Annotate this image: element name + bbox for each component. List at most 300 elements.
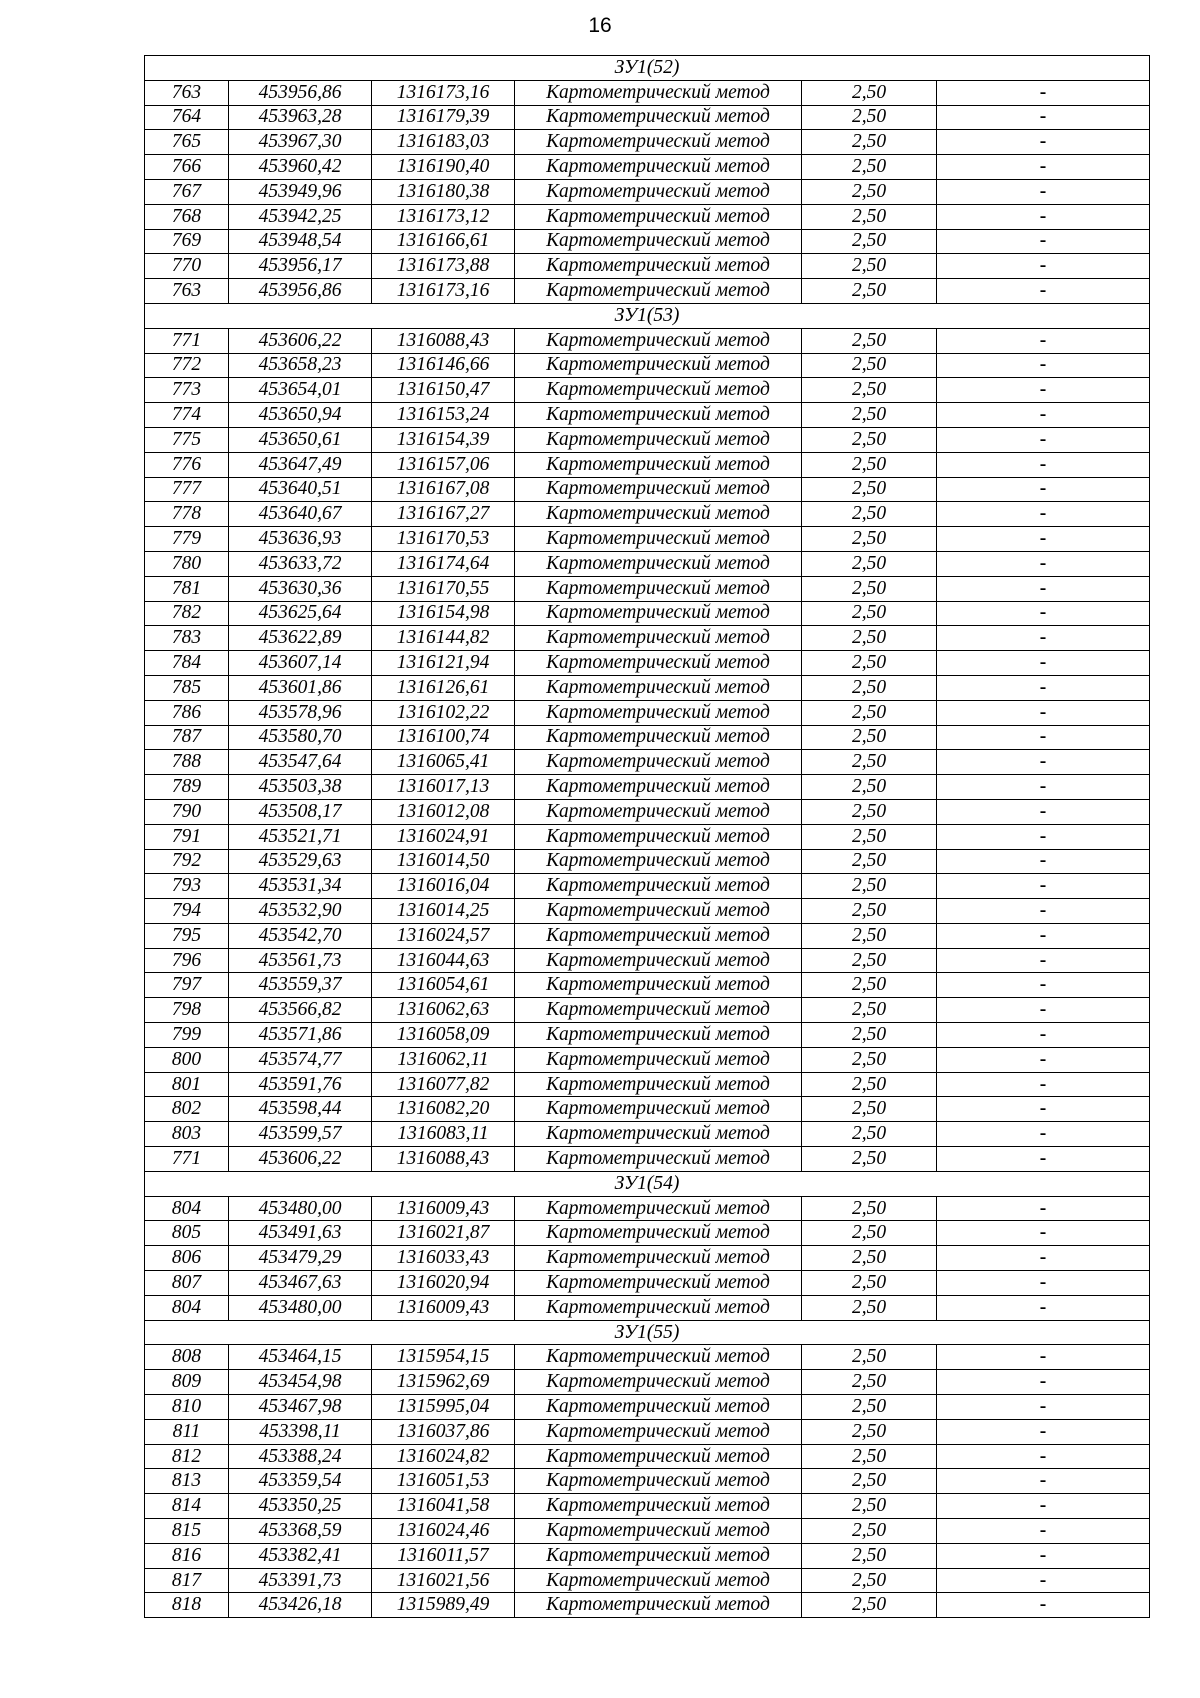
accuracy-cell: 2,50 bbox=[802, 948, 937, 973]
y-coordinate-cell: 1316153,24 bbox=[372, 403, 515, 428]
point-number-cell: 818 bbox=[145, 1593, 229, 1618]
x-coordinate-cell: 453359,54 bbox=[229, 1469, 372, 1494]
y-coordinate-cell: 1316017,13 bbox=[372, 775, 515, 800]
accuracy-cell: 2,50 bbox=[802, 1543, 937, 1568]
y-coordinate-cell: 1316167,08 bbox=[372, 477, 515, 502]
accuracy-cell: 2,50 bbox=[802, 403, 937, 428]
table-row bbox=[145, 973, 1150, 998]
method-cell: Картометрический метод bbox=[515, 1246, 802, 1271]
table-row bbox=[145, 1568, 1150, 1593]
y-coordinate-cell: 1316014,50 bbox=[372, 849, 515, 874]
point-number-cell: 809 bbox=[145, 1370, 229, 1395]
table-row bbox=[145, 527, 1150, 552]
table-row bbox=[145, 279, 1150, 304]
method-cell: Картометрический метод bbox=[515, 1147, 802, 1172]
y-coordinate-cell: 1315989,49 bbox=[372, 1593, 515, 1618]
table-row bbox=[145, 948, 1150, 973]
method-cell: Картометрический метод bbox=[515, 155, 802, 180]
method-cell: Картометрический метод bbox=[515, 849, 802, 874]
x-coordinate-cell: 453598,44 bbox=[229, 1097, 372, 1122]
y-coordinate-cell: 1316065,41 bbox=[372, 750, 515, 775]
accuracy-cell: 2,50 bbox=[802, 725, 937, 750]
method-cell: Картометрический метод bbox=[515, 279, 802, 304]
note-cell: - bbox=[937, 1271, 1150, 1296]
note-cell: - bbox=[937, 1395, 1150, 1420]
coordinates-table-body bbox=[145, 56, 1150, 1618]
note-cell: - bbox=[937, 1593, 1150, 1618]
table-row bbox=[145, 750, 1150, 775]
table-row bbox=[145, 502, 1150, 527]
table-row bbox=[145, 1419, 1150, 1444]
table-row bbox=[145, 353, 1150, 378]
x-coordinate-cell: 453382,41 bbox=[229, 1543, 372, 1568]
x-coordinate-cell: 453350,25 bbox=[229, 1494, 372, 1519]
point-number-cell: 789 bbox=[145, 775, 229, 800]
table-row bbox=[145, 452, 1150, 477]
point-number-cell: 814 bbox=[145, 1494, 229, 1519]
point-number-cell: 780 bbox=[145, 551, 229, 576]
y-coordinate-cell: 1316021,87 bbox=[372, 1221, 515, 1246]
accuracy-cell: 2,50 bbox=[802, 973, 937, 998]
accuracy-cell: 2,50 bbox=[802, 700, 937, 725]
table-row bbox=[145, 651, 1150, 676]
accuracy-cell: 2,50 bbox=[802, 1295, 937, 1320]
point-number-cell: 812 bbox=[145, 1444, 229, 1469]
method-cell: Картометрический метод bbox=[515, 1419, 802, 1444]
accuracy-cell: 2,50 bbox=[802, 155, 937, 180]
table-row bbox=[145, 874, 1150, 899]
y-coordinate-cell: 1316012,08 bbox=[372, 799, 515, 824]
y-coordinate-cell: 1316033,43 bbox=[372, 1246, 515, 1271]
y-coordinate-cell: 1316102,22 bbox=[372, 700, 515, 725]
table-row bbox=[145, 477, 1150, 502]
method-cell: Картометрический метод bbox=[515, 179, 802, 204]
table-row bbox=[145, 899, 1150, 924]
point-number-cell: 765 bbox=[145, 130, 229, 155]
point-number-cell: 772 bbox=[145, 353, 229, 378]
method-cell: Картометрический метод bbox=[515, 1221, 802, 1246]
note-cell: - bbox=[937, 651, 1150, 676]
method-cell: Картометрический метод bbox=[515, 626, 802, 651]
note-cell: - bbox=[937, 1196, 1150, 1221]
table-row bbox=[145, 1196, 1150, 1221]
note-cell: - bbox=[937, 1444, 1150, 1469]
x-coordinate-cell: 453967,30 bbox=[229, 130, 372, 155]
note-cell: - bbox=[937, 1295, 1150, 1320]
note-cell: - bbox=[937, 477, 1150, 502]
accuracy-cell: 2,50 bbox=[802, 105, 937, 130]
accuracy-cell: 2,50 bbox=[802, 923, 937, 948]
accuracy-cell: 2,50 bbox=[802, 1097, 937, 1122]
method-cell: Картометрический метод bbox=[515, 551, 802, 576]
point-number-cell: 784 bbox=[145, 651, 229, 676]
accuracy-cell: 2,50 bbox=[802, 775, 937, 800]
note-cell: - bbox=[937, 353, 1150, 378]
x-coordinate-cell: 453480,00 bbox=[229, 1196, 372, 1221]
y-coordinate-cell: 1316154,98 bbox=[372, 601, 515, 626]
table-row bbox=[145, 204, 1150, 229]
table-row bbox=[145, 155, 1150, 180]
method-cell: Картометрический метод bbox=[515, 1444, 802, 1469]
x-coordinate-cell: 453625,64 bbox=[229, 601, 372, 626]
method-cell: Картометрический метод bbox=[515, 204, 802, 229]
accuracy-cell: 2,50 bbox=[802, 899, 937, 924]
x-coordinate-cell: 453636,93 bbox=[229, 527, 372, 552]
method-cell: Картометрический метод bbox=[515, 1023, 802, 1048]
note-cell: - bbox=[937, 1221, 1150, 1246]
note-cell: - bbox=[937, 700, 1150, 725]
note-cell: - bbox=[937, 179, 1150, 204]
accuracy-cell: 2,50 bbox=[802, 1370, 937, 1395]
method-cell: Картометрический метод bbox=[515, 353, 802, 378]
y-coordinate-cell: 1316180,38 bbox=[372, 179, 515, 204]
accuracy-cell: 2,50 bbox=[802, 1072, 937, 1097]
point-number-cell: 804 bbox=[145, 1196, 229, 1221]
note-cell: - bbox=[937, 874, 1150, 899]
table-row bbox=[145, 725, 1150, 750]
point-number-cell: 790 bbox=[145, 799, 229, 824]
table-row bbox=[145, 1395, 1150, 1420]
y-coordinate-cell: 1316016,04 bbox=[372, 874, 515, 899]
x-coordinate-cell: 453606,22 bbox=[229, 328, 372, 353]
accuracy-cell: 2,50 bbox=[802, 1469, 937, 1494]
note-cell: - bbox=[937, 502, 1150, 527]
x-coordinate-cell: 453574,77 bbox=[229, 1047, 372, 1072]
note-cell: - bbox=[937, 799, 1150, 824]
y-coordinate-cell: 1316077,82 bbox=[372, 1072, 515, 1097]
section-header-row bbox=[145, 1171, 1150, 1196]
method-cell: Картометрический метод bbox=[515, 923, 802, 948]
table-row bbox=[145, 229, 1150, 254]
point-number-cell: 763 bbox=[145, 279, 229, 304]
section-header-row bbox=[145, 56, 1150, 81]
y-coordinate-cell: 1316024,57 bbox=[372, 923, 515, 948]
accuracy-cell: 2,50 bbox=[802, 229, 937, 254]
note-cell: - bbox=[937, 1122, 1150, 1147]
method-cell: Картометрический метод bbox=[515, 1196, 802, 1221]
method-cell: Картометрический метод bbox=[515, 502, 802, 527]
point-number-cell: 802 bbox=[145, 1097, 229, 1122]
point-number-cell: 799 bbox=[145, 1023, 229, 1048]
note-cell: - bbox=[937, 849, 1150, 874]
accuracy-cell: 2,50 bbox=[802, 1196, 937, 1221]
x-coordinate-cell: 453580,70 bbox=[229, 725, 372, 750]
x-coordinate-cell: 453640,67 bbox=[229, 502, 372, 527]
point-number-cell: 807 bbox=[145, 1271, 229, 1296]
point-number-cell: 763 bbox=[145, 80, 229, 105]
x-coordinate-cell: 453547,64 bbox=[229, 750, 372, 775]
x-coordinate-cell: 453521,71 bbox=[229, 824, 372, 849]
point-number-cell: 791 bbox=[145, 824, 229, 849]
accuracy-cell: 2,50 bbox=[802, 1271, 937, 1296]
table-row bbox=[145, 1147, 1150, 1172]
x-coordinate-cell: 453426,18 bbox=[229, 1593, 372, 1618]
accuracy-cell: 2,50 bbox=[802, 527, 937, 552]
note-cell: - bbox=[937, 948, 1150, 973]
coordinates-table bbox=[144, 55, 1150, 1618]
y-coordinate-cell: 1316011,57 bbox=[372, 1543, 515, 1568]
method-cell: Картометрический метод bbox=[515, 1395, 802, 1420]
y-coordinate-cell: 1315995,04 bbox=[372, 1395, 515, 1420]
accuracy-cell: 2,50 bbox=[802, 1221, 937, 1246]
table-row bbox=[145, 403, 1150, 428]
method-cell: Картометрический метод bbox=[515, 1543, 802, 1568]
accuracy-cell: 2,50 bbox=[802, 874, 937, 899]
method-cell: Картометрический метод bbox=[515, 700, 802, 725]
table-row bbox=[145, 254, 1150, 279]
y-coordinate-cell: 1316173,16 bbox=[372, 80, 515, 105]
accuracy-cell: 2,50 bbox=[802, 1345, 937, 1370]
method-cell: Картометрический метод bbox=[515, 750, 802, 775]
note-cell: - bbox=[937, 80, 1150, 105]
section-header-row bbox=[145, 303, 1150, 328]
point-number-cell: 766 bbox=[145, 155, 229, 180]
method-cell: Картометрический метод bbox=[515, 527, 802, 552]
point-number-cell: 793 bbox=[145, 874, 229, 899]
x-coordinate-cell: 453963,28 bbox=[229, 105, 372, 130]
accuracy-cell: 2,50 bbox=[802, 1419, 937, 1444]
note-cell: - bbox=[937, 378, 1150, 403]
accuracy-cell: 2,50 bbox=[802, 1444, 937, 1469]
x-coordinate-cell: 453531,34 bbox=[229, 874, 372, 899]
point-number-cell: 805 bbox=[145, 1221, 229, 1246]
y-coordinate-cell: 1316146,66 bbox=[372, 353, 515, 378]
table-row bbox=[145, 130, 1150, 155]
point-number-cell: 811 bbox=[145, 1419, 229, 1444]
x-coordinate-cell: 453640,51 bbox=[229, 477, 372, 502]
x-coordinate-cell: 453561,73 bbox=[229, 948, 372, 973]
note-cell: - bbox=[937, 155, 1150, 180]
x-coordinate-cell: 453630,36 bbox=[229, 576, 372, 601]
table-row bbox=[145, 1097, 1150, 1122]
table-row bbox=[145, 1047, 1150, 1072]
y-coordinate-cell: 1316041,58 bbox=[372, 1494, 515, 1519]
point-number-cell: 769 bbox=[145, 229, 229, 254]
accuracy-cell: 2,50 bbox=[802, 626, 937, 651]
method-cell: Картометрический метод bbox=[515, 874, 802, 899]
point-number-cell: 770 bbox=[145, 254, 229, 279]
point-number-cell: 781 bbox=[145, 576, 229, 601]
y-coordinate-cell: 1316173,12 bbox=[372, 204, 515, 229]
accuracy-cell: 2,50 bbox=[802, 750, 937, 775]
x-coordinate-cell: 453542,70 bbox=[229, 923, 372, 948]
note-cell: - bbox=[937, 998, 1150, 1023]
table-row bbox=[145, 576, 1150, 601]
point-number-cell: 796 bbox=[145, 948, 229, 973]
note-cell: - bbox=[937, 1072, 1150, 1097]
table-row bbox=[145, 427, 1150, 452]
x-coordinate-cell: 453508,17 bbox=[229, 799, 372, 824]
method-cell: Картометрический метод bbox=[515, 799, 802, 824]
accuracy-cell: 2,50 bbox=[802, 1568, 937, 1593]
section-title: ЗУ1(53) bbox=[145, 303, 1150, 328]
point-number-cell: 764 bbox=[145, 105, 229, 130]
note-cell: - bbox=[937, 1469, 1150, 1494]
method-cell: Картометрический метод bbox=[515, 80, 802, 105]
method-cell: Картометрический метод bbox=[515, 1519, 802, 1544]
method-cell: Картометрический метод bbox=[515, 899, 802, 924]
point-number-cell: 794 bbox=[145, 899, 229, 924]
y-coordinate-cell: 1315954,15 bbox=[372, 1345, 515, 1370]
x-coordinate-cell: 453532,90 bbox=[229, 899, 372, 924]
y-coordinate-cell: 1316083,11 bbox=[372, 1122, 515, 1147]
method-cell: Картометрический метод bbox=[515, 973, 802, 998]
accuracy-cell: 2,50 bbox=[802, 254, 937, 279]
y-coordinate-cell: 1316183,03 bbox=[372, 130, 515, 155]
method-cell: Картометрический метод bbox=[515, 998, 802, 1023]
x-coordinate-cell: 453529,63 bbox=[229, 849, 372, 874]
y-coordinate-cell: 1316088,43 bbox=[372, 1147, 515, 1172]
accuracy-cell: 2,50 bbox=[802, 998, 937, 1023]
accuracy-cell: 2,50 bbox=[802, 279, 937, 304]
accuracy-cell: 2,50 bbox=[802, 576, 937, 601]
table-row bbox=[145, 378, 1150, 403]
x-coordinate-cell: 453398,11 bbox=[229, 1419, 372, 1444]
note-cell: - bbox=[937, 403, 1150, 428]
point-number-cell: 797 bbox=[145, 973, 229, 998]
note-cell: - bbox=[937, 427, 1150, 452]
point-number-cell: 800 bbox=[145, 1047, 229, 1072]
y-coordinate-cell: 1316024,91 bbox=[372, 824, 515, 849]
method-cell: Картометрический метод bbox=[515, 378, 802, 403]
method-cell: Картометрический метод bbox=[515, 1295, 802, 1320]
point-number-cell: 783 bbox=[145, 626, 229, 651]
point-number-cell: 792 bbox=[145, 849, 229, 874]
method-cell: Картометрический метод bbox=[515, 254, 802, 279]
table-row bbox=[145, 80, 1150, 105]
method-cell: Картометрический метод bbox=[515, 1469, 802, 1494]
method-cell: Картометрический метод bbox=[515, 601, 802, 626]
y-coordinate-cell: 1316150,47 bbox=[372, 378, 515, 403]
note-cell: - bbox=[937, 1147, 1150, 1172]
table-row bbox=[145, 1519, 1150, 1544]
point-number-cell: 786 bbox=[145, 700, 229, 725]
y-coordinate-cell: 1316024,46 bbox=[372, 1519, 515, 1544]
y-coordinate-cell: 1316121,94 bbox=[372, 651, 515, 676]
x-coordinate-cell: 453479,29 bbox=[229, 1246, 372, 1271]
point-number-cell: 813 bbox=[145, 1469, 229, 1494]
y-coordinate-cell: 1316179,39 bbox=[372, 105, 515, 130]
note-cell: - bbox=[937, 626, 1150, 651]
point-number-cell: 776 bbox=[145, 452, 229, 477]
note-cell: - bbox=[937, 725, 1150, 750]
point-number-cell: 817 bbox=[145, 1568, 229, 1593]
method-cell: Картометрический метод bbox=[515, 725, 802, 750]
y-coordinate-cell: 1316037,86 bbox=[372, 1419, 515, 1444]
point-number-cell: 788 bbox=[145, 750, 229, 775]
table-row bbox=[145, 700, 1150, 725]
point-number-cell: 767 bbox=[145, 179, 229, 204]
table-row bbox=[145, 626, 1150, 651]
note-cell: - bbox=[937, 1345, 1150, 1370]
section-title: ЗУ1(52) bbox=[145, 56, 1150, 81]
note-cell: - bbox=[937, 750, 1150, 775]
x-coordinate-cell: 453368,59 bbox=[229, 1519, 372, 1544]
x-coordinate-cell: 453956,86 bbox=[229, 279, 372, 304]
point-number-cell: 803 bbox=[145, 1122, 229, 1147]
note-cell: - bbox=[937, 1047, 1150, 1072]
y-coordinate-cell: 1316058,09 bbox=[372, 1023, 515, 1048]
x-coordinate-cell: 453601,86 bbox=[229, 675, 372, 700]
x-coordinate-cell: 453647,49 bbox=[229, 452, 372, 477]
accuracy-cell: 2,50 bbox=[802, 502, 937, 527]
y-coordinate-cell: 1316144,82 bbox=[372, 626, 515, 651]
note-cell: - bbox=[937, 1419, 1150, 1444]
y-coordinate-cell: 1316126,61 bbox=[372, 675, 515, 700]
y-coordinate-cell: 1316054,61 bbox=[372, 973, 515, 998]
note-cell: - bbox=[937, 973, 1150, 998]
note-cell: - bbox=[937, 775, 1150, 800]
note-cell: - bbox=[937, 1543, 1150, 1568]
table-row bbox=[145, 1271, 1150, 1296]
x-coordinate-cell: 453454,98 bbox=[229, 1370, 372, 1395]
accuracy-cell: 2,50 bbox=[802, 551, 937, 576]
y-coordinate-cell: 1316009,43 bbox=[372, 1295, 515, 1320]
method-cell: Картометрический метод bbox=[515, 948, 802, 973]
table-row bbox=[145, 551, 1150, 576]
method-cell: Картометрический метод bbox=[515, 477, 802, 502]
accuracy-cell: 2,50 bbox=[802, 1147, 937, 1172]
method-cell: Картометрический метод bbox=[515, 1072, 802, 1097]
point-number-cell: 775 bbox=[145, 427, 229, 452]
method-cell: Картометрический метод bbox=[515, 1345, 802, 1370]
x-coordinate-cell: 453956,86 bbox=[229, 80, 372, 105]
table-row bbox=[145, 1444, 1150, 1469]
x-coordinate-cell: 453658,23 bbox=[229, 353, 372, 378]
point-number-cell: 815 bbox=[145, 1519, 229, 1544]
y-coordinate-cell: 1316051,53 bbox=[372, 1469, 515, 1494]
point-number-cell: 774 bbox=[145, 403, 229, 428]
method-cell: Картометрический метод bbox=[515, 403, 802, 428]
point-number-cell: 798 bbox=[145, 998, 229, 1023]
method-cell: Картометрический метод bbox=[515, 775, 802, 800]
section-title: ЗУ1(55) bbox=[145, 1320, 1150, 1345]
accuracy-cell: 2,50 bbox=[802, 1047, 937, 1072]
note-cell: - bbox=[937, 452, 1150, 477]
method-cell: Картометрический метод bbox=[515, 130, 802, 155]
method-cell: Картометрический метод bbox=[515, 1593, 802, 1618]
table-row bbox=[145, 1469, 1150, 1494]
method-cell: Картометрический метод bbox=[515, 1097, 802, 1122]
y-coordinate-cell: 1316167,27 bbox=[372, 502, 515, 527]
x-coordinate-cell: 453599,57 bbox=[229, 1122, 372, 1147]
table-row bbox=[145, 998, 1150, 1023]
y-coordinate-cell: 1316082,20 bbox=[372, 1097, 515, 1122]
note-cell: - bbox=[937, 576, 1150, 601]
x-coordinate-cell: 453467,98 bbox=[229, 1395, 372, 1420]
point-number-cell: 771 bbox=[145, 328, 229, 353]
table-row bbox=[145, 1221, 1150, 1246]
note-cell: - bbox=[937, 1568, 1150, 1593]
note-cell: - bbox=[937, 1246, 1150, 1271]
x-coordinate-cell: 453467,63 bbox=[229, 1271, 372, 1296]
point-number-cell: 808 bbox=[145, 1345, 229, 1370]
point-number-cell: 782 bbox=[145, 601, 229, 626]
accuracy-cell: 2,50 bbox=[802, 1246, 937, 1271]
table-row bbox=[145, 1370, 1150, 1395]
method-cell: Картометрический метод bbox=[515, 1494, 802, 1519]
x-coordinate-cell: 453654,01 bbox=[229, 378, 372, 403]
section-title: ЗУ1(54) bbox=[145, 1171, 1150, 1196]
y-coordinate-cell: 1316044,63 bbox=[372, 948, 515, 973]
note-cell: - bbox=[937, 254, 1150, 279]
x-coordinate-cell: 453607,14 bbox=[229, 651, 372, 676]
y-coordinate-cell: 1316170,53 bbox=[372, 527, 515, 552]
note-cell: - bbox=[937, 675, 1150, 700]
note-cell: - bbox=[937, 923, 1150, 948]
x-coordinate-cell: 453956,17 bbox=[229, 254, 372, 279]
note-cell: - bbox=[937, 204, 1150, 229]
